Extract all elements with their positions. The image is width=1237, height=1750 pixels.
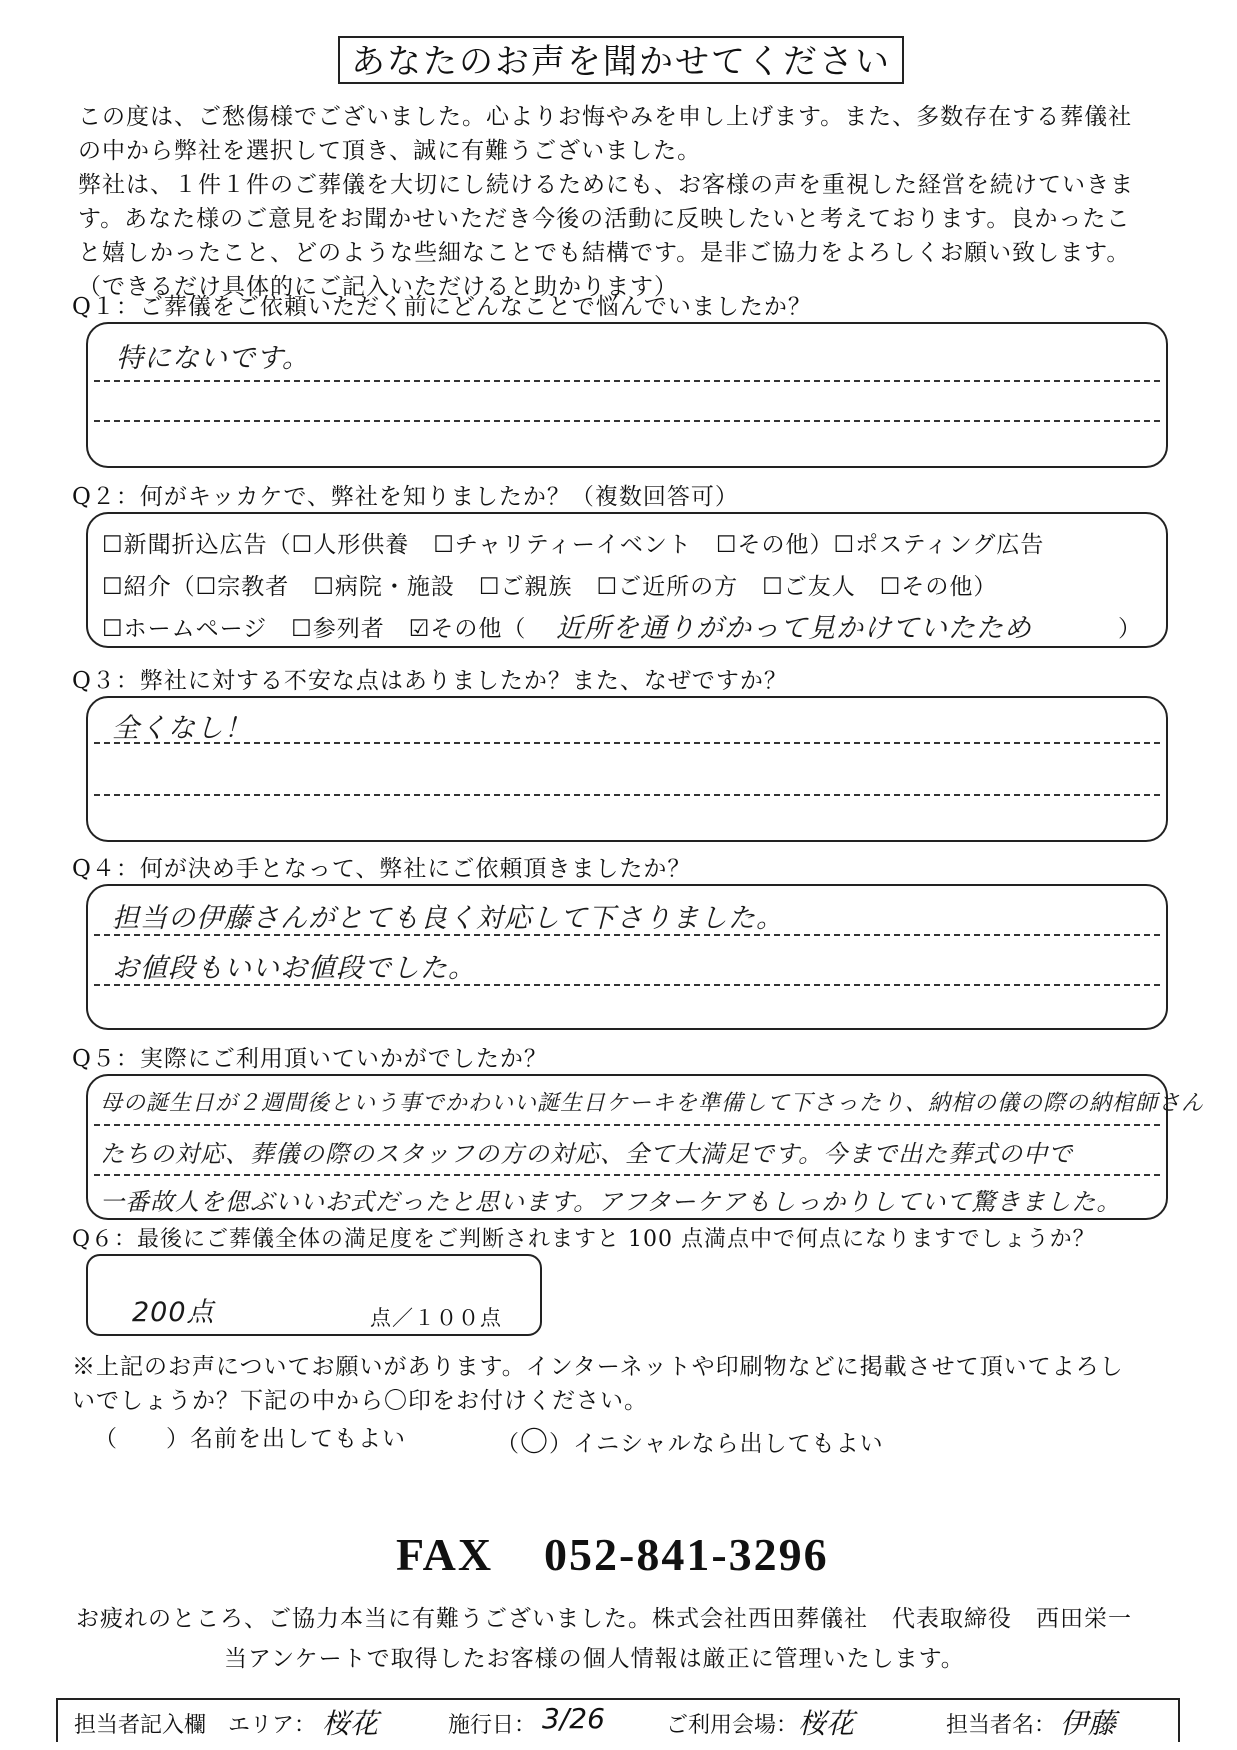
consent-option-name[interactable]: （ ）名前を出してもよい bbox=[94, 1426, 406, 1452]
q2-other-close: ） bbox=[1118, 616, 1142, 642]
intro-line: この度は、ご愁傷様でございました。心よりお悔やみを申し上げます。また、多数存在する葬儀社 bbox=[78, 104, 1133, 130]
page-title: あなたのお声を聞かせてください bbox=[338, 36, 904, 84]
q5-answer-line: 一番故人を偲ぶいいお式だったと思います。アフターケアもしっかりしていて驚きました。 bbox=[100, 1188, 1122, 1216]
q3-answer: 全くなし！ bbox=[112, 713, 252, 744]
staff-entry-row bbox=[56, 1698, 1180, 1742]
answer-line bbox=[94, 1124, 1160, 1126]
date-value: 3/26 bbox=[542, 1702, 605, 1735]
consent-line: ※上記のお声についてお願いがあります。インターネットや印刷物などに掲載させて頂いてよろし bbox=[72, 1354, 1124, 1380]
q1-answer-box[interactable] bbox=[86, 322, 1168, 468]
q2-other-answer: 近所を通りがかって見かけていたため bbox=[556, 613, 1032, 644]
person-label: 担当者名： bbox=[946, 1713, 1057, 1738]
consent-line: いでしょうか？下記の中から〇印をお付けください。 bbox=[72, 1388, 648, 1414]
q4-answer-box[interactable] bbox=[86, 884, 1168, 1030]
area-label: エリア： bbox=[228, 1713, 317, 1738]
fax-label: FAX bbox=[396, 1529, 494, 1580]
intro-line: の中から弊社を選択して頂き、誠に有難うございました。 bbox=[78, 138, 702, 164]
venue-value: 桜花 bbox=[798, 1707, 855, 1740]
area-value: 桜花 bbox=[322, 1707, 379, 1740]
consent-option-label: ）イニシャルなら出してもよい bbox=[549, 1431, 884, 1457]
q5-answer-line: 母の誕生日が２週間後という事でかわいい誕生日ケーキを準備して下さったり、納棺の儀の際の納棺師さん bbox=[100, 1091, 1205, 1116]
paren: （ bbox=[496, 1431, 520, 1457]
q4-label: Q４：何が決め手となって、弊社にご依頼頂きましたか？ bbox=[72, 856, 692, 882]
fax-number: 052-841-3296 bbox=[544, 1529, 829, 1580]
intro-line: （できるだけ具体的にご記入いただけると助かります） bbox=[78, 274, 678, 300]
date-label: 施行日： bbox=[448, 1713, 537, 1738]
q4-answer-line: お値段もいいお値段でした。 bbox=[112, 953, 476, 984]
q2-label: Q２：何がキッカケで、弊社を知りましたか？（複数回答可） bbox=[72, 484, 739, 510]
q2-options-row[interactable]: ☐新聞折込広告（☐人形供養 ☐チャリティーイベント ☐その他）☐ポスティング広告 bbox=[102, 532, 1045, 558]
staff-label: 担当者記入欄 bbox=[74, 1713, 207, 1738]
q1-answer: 特にないです。 bbox=[116, 343, 310, 374]
q6-score-box[interactable] bbox=[86, 1254, 542, 1336]
venue-label: ご利用会場： bbox=[666, 1713, 799, 1738]
intro-line: 弊社は、１件１件のご葬儀を大切にし続けるためにも、お客様の声を重視した経営を続けていきま bbox=[78, 172, 1134, 198]
q4-answer-line: 担当の伊藤さんがとても良く対応して下さりました。 bbox=[112, 903, 784, 934]
q3-answer-box[interactable] bbox=[86, 696, 1168, 842]
consent-option-initial[interactable] bbox=[496, 1420, 884, 1460]
q6-label: Q６：最後にご葬儀全体の満足度をご判断されますと 100 点満点中で何点になりますでしょうか？ bbox=[72, 1227, 1096, 1252]
intro-line: す。あなた様のご意見をお聞かせいただき今後の活動に反映したいと考えております。良かったこ bbox=[78, 206, 1131, 232]
intro-line: と嬉しかったこと、どのような些細なことでも結構です。是非ご協力をよろしくお願い致します。 bbox=[78, 240, 1131, 266]
answer-line bbox=[94, 1174, 1160, 1176]
q2-options-row[interactable]: ☐ホームページ ☐参列者 ☑その他（ bbox=[102, 616, 527, 642]
q5-label: Q５：実際にご利用頂いていかがでしたか？ bbox=[72, 1046, 548, 1072]
answer-line bbox=[94, 380, 1160, 382]
q2-options-row[interactable]: ☐紹介（☐宗教者 ☐病院・施設 ☐ご親族 ☐ご近所の方 ☐ご友人 ☐その他） bbox=[102, 574, 998, 600]
footer-thanks: お疲れのところ、ご協力本当に有難うございました。株式会社西田葬儀社 代表取締役 西田栄一 bbox=[76, 1606, 1132, 1632]
q3-label: Q３：弊社に対する不安な点はありましたか？また、なぜですか？ bbox=[72, 668, 788, 694]
answer-line bbox=[94, 794, 1160, 796]
circle-mark: 〇 bbox=[520, 1425, 550, 1458]
person-value: 伊藤 bbox=[1060, 1707, 1117, 1740]
q5-answer-box[interactable] bbox=[86, 1074, 1205, 1220]
footer-privacy: 当アンケートで取得したお客様の個人情報は厳正に管理いたします。 bbox=[224, 1646, 965, 1672]
answer-line bbox=[94, 742, 1160, 744]
intro-text bbox=[78, 100, 1168, 304]
q1-label: Q１：ご葬儀をご依頼いただく前にどんなことで悩んでいましたか？ bbox=[72, 294, 812, 320]
q6-score: 200点 bbox=[132, 1297, 215, 1328]
q6-score-suffix: 点／１００点 bbox=[370, 1306, 502, 1330]
q2-options-box bbox=[86, 512, 1168, 648]
q5-answer-line: たちの対応、葬儀の際のスタッフの方の対応、全て大満足です。今まで出た葬式の中で bbox=[100, 1140, 1074, 1168]
answer-line bbox=[94, 420, 1160, 422]
